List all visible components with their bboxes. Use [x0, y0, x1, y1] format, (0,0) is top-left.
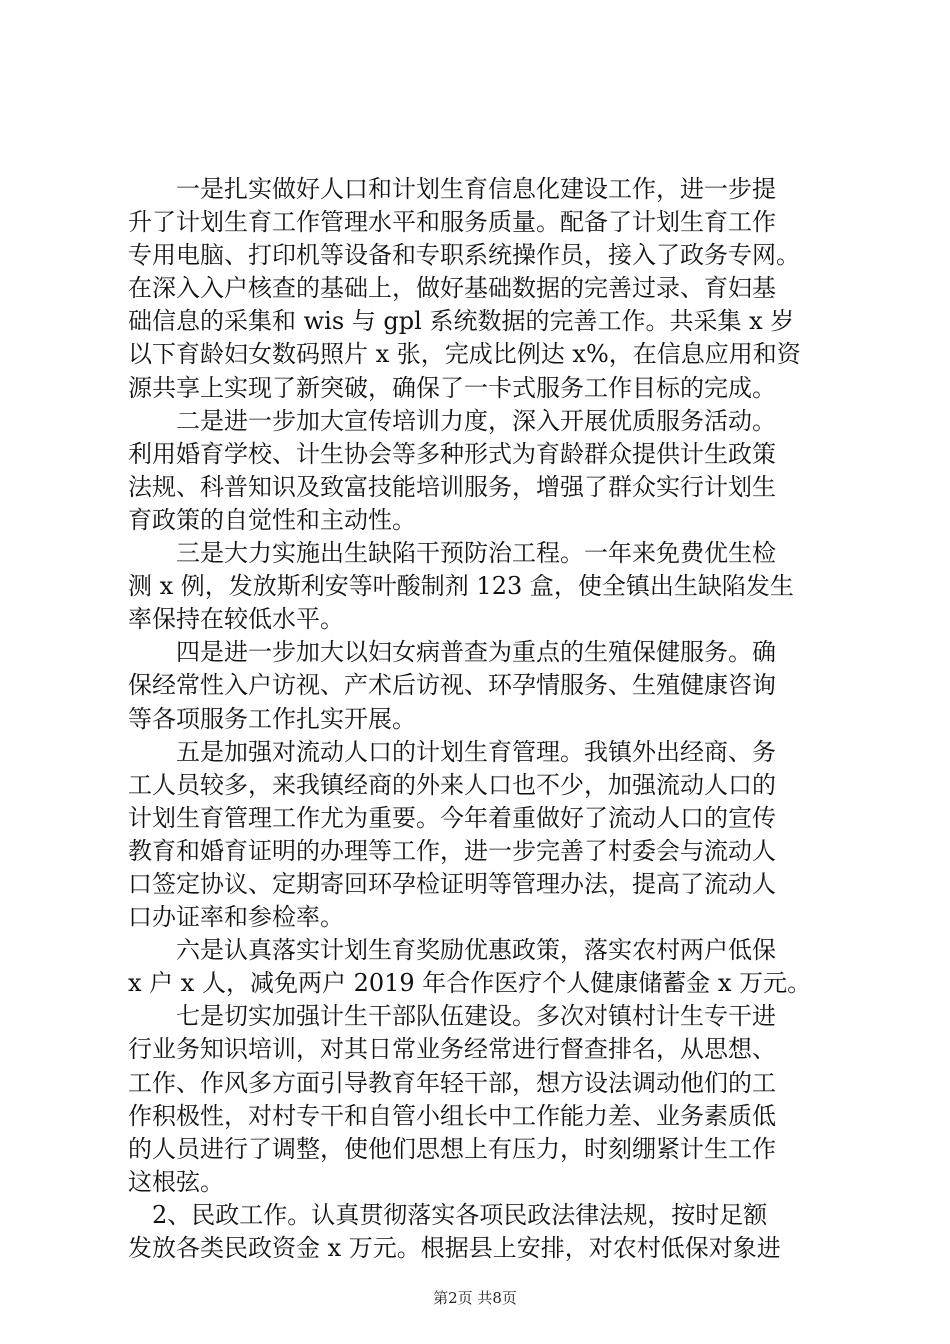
- text-line: 测 x 例，发放斯利安等叶酸制剂 123 盒，使全镇出生缺陷发生: [128, 572, 794, 601]
- text-line: 专用电脑、打印机等设备和专职系统操作员，接入了政务专网。: [128, 241, 800, 270]
- page-footer: 第2页 共8页: [433, 1289, 517, 1307]
- text-line: 二是进一步加大宣传培训力度，深入开展优质服务活动。: [128, 406, 776, 435]
- text-line: 口办证率和参检率。: [128, 903, 344, 932]
- text-line: 育政策的自觉性和主动性。: [128, 505, 416, 534]
- text-line: 工人员较多，来我镇经商的外来人口也不少，加强流动人口的: [128, 770, 776, 799]
- text-line: 口签定协议、定期寄回环孕检证明等管理办法，提高了流动人: [128, 869, 776, 898]
- text-line: 作积极性，对村专干和自管小组长中工作能力差、业务素质低: [128, 1101, 776, 1130]
- text-line: 保经常性入户访视、产术后访视、环孕情服务、生殖健康咨询: [128, 671, 776, 700]
- text-line: 计划生育管理工作尤为重要。今年着重做好了流动人口的宣传: [128, 803, 776, 832]
- document-body: [128, 173, 828, 1265]
- text-line: 四是进一步加大以妇女病普查为重点的生殖保健服务。确: [128, 638, 776, 667]
- text-line: 升了计划生育工作管理水平和服务质量。配备了计划生育工作: [128, 208, 776, 237]
- text-line: x 户 x 人，减免两户 2019 年合作医疗个人健康储蓄金 x 万元。: [128, 969, 812, 998]
- text-line: 工作、作风多方面引导教育年轻干部，想方设法调动他们的工: [128, 1068, 776, 1097]
- text-line: 利用婚育学校、计生协会等多种形式为育龄群众提供计生政策: [128, 439, 776, 468]
- text-line: 的人员进行了调整，使他们思想上有压力，时刻绷紧计生工作: [128, 1134, 776, 1163]
- text-line: 在深入入户核查的基础上，做好基础数据的完善过录、育妇基: [128, 274, 776, 303]
- text-line: 源共享上实现了新突破，确保了一卡式服务工作目标的完成。: [128, 373, 776, 402]
- text-line: 行业务知识培训，对其日常业务经常进行督查排名，从思想、: [128, 1035, 776, 1064]
- text-line: 法规、科普知识及致富技能培训服务，增强了群众实行计划生: [128, 472, 776, 501]
- text-line: 础信息的采集和 wis 与 gpl 系统数据的完善工作。共采集 x 岁: [128, 307, 795, 336]
- text-line: 这根弦。: [128, 1167, 224, 1196]
- text-line: 以下育龄妇女数码照片 x 张，完成比例达 x%，在信息应用和资: [128, 340, 801, 369]
- text-line: 六是认真落实计划生育奖励优惠政策，落实农村两户低保: [128, 936, 776, 965]
- text-line: 一是扎实做好人口和计划生育信息化建设工作，进一步提: [128, 175, 776, 203]
- text-line: 教育和婚育证明的办理等工作，进一步完善了村委会与流动人: [128, 836, 776, 865]
- text-line: 发放各类民政资金 x 万元。根据县上安排，对农村低保对象进: [128, 1234, 781, 1262]
- text-line: 七是切实加强计生干部队伍建设。多次对镇村计生专干进: [128, 1002, 776, 1031]
- text-line: 率保持在较低水平。: [128, 605, 344, 634]
- text-line: 三是大力实施出生缺陷干预防治工程。一年来免费优生检: [128, 539, 776, 568]
- text-line: 五是加强对流动人口的计划生育管理。我镇外出经商、务: [128, 737, 776, 766]
- text-line: 等各项服务工作扎实开展。: [128, 704, 416, 733]
- text-line: 2、民政工作。认真贯彻落实各项民政法律法规，按时足额: [128, 1200, 768, 1229]
